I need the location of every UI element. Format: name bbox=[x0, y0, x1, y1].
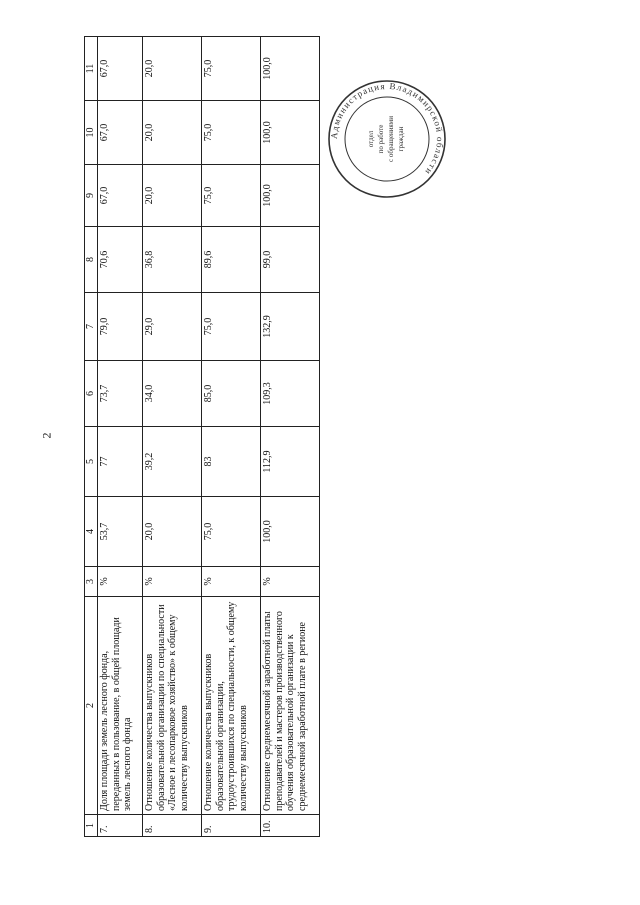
value-cell: 77 bbox=[98, 427, 143, 497]
value-cell: 132,9 bbox=[261, 293, 320, 361]
value-cell: 89,6 bbox=[202, 227, 261, 293]
indicator-description: Отношение количества выпускников образовательной организации, трудоустроившихся по специальности, к общему количеству выпускников bbox=[202, 597, 261, 815]
value-cell: 73,7 bbox=[98, 361, 143, 427]
value-cell: 79,0 bbox=[98, 293, 143, 361]
table-row bbox=[143, 37, 202, 837]
header-cell: 8 bbox=[85, 227, 98, 293]
header-row bbox=[85, 37, 98, 837]
value-cell: 109,3 bbox=[261, 361, 320, 427]
row-number: 10. bbox=[261, 815, 320, 837]
unit-cell: % bbox=[261, 567, 320, 597]
header-cell: 5 bbox=[85, 427, 98, 497]
value-cell: 67,0 bbox=[98, 37, 143, 101]
value-cell: 83 bbox=[202, 427, 261, 497]
value-cell: 112,9 bbox=[261, 427, 320, 497]
value-cell: 20,0 bbox=[143, 37, 202, 101]
row-number: 8. bbox=[143, 815, 202, 837]
unit-cell: % bbox=[98, 567, 143, 597]
header-cell: 3 bbox=[85, 567, 98, 597]
value-cell: 70,6 bbox=[98, 227, 143, 293]
value-cell: 99,0 bbox=[261, 227, 320, 293]
indicator-description: Доля площади земель лесного фонда, переданных в пользование, в общей площади земель лесного фонда bbox=[98, 597, 143, 815]
svg-text:с обращениями: с обращениями bbox=[387, 116, 395, 162]
value-cell: 75,0 bbox=[202, 37, 261, 101]
table-row bbox=[202, 37, 261, 837]
unit-cell: % bbox=[143, 567, 202, 597]
indicator-description: Отношение среднемесячной заработной платы преподавателей и мастеров производственного обучения образовательной организации к среднемесячной заработной плате в регионе bbox=[261, 597, 320, 815]
value-cell: 100,0 bbox=[261, 101, 320, 165]
header-cell: 7 bbox=[85, 293, 98, 361]
value-cell: 100,0 bbox=[261, 165, 320, 227]
value-cell: 39,2 bbox=[143, 427, 202, 497]
value-cell: 29,0 bbox=[143, 293, 202, 361]
value-cell: 36,8 bbox=[143, 227, 202, 293]
table-row bbox=[98, 37, 143, 837]
unit-cell: % bbox=[202, 567, 261, 597]
header-cell: 11 bbox=[85, 37, 98, 101]
indicators-table bbox=[84, 36, 320, 837]
value-cell: 75,0 bbox=[202, 293, 261, 361]
page-number: 2 bbox=[39, 432, 54, 439]
value-cell: 100,0 bbox=[261, 37, 320, 101]
header-cell: 10 bbox=[85, 101, 98, 165]
official-stamp bbox=[326, 78, 448, 200]
value-cell: 53,7 bbox=[98, 497, 143, 567]
value-cell: 85,0 bbox=[202, 361, 261, 427]
header-cell: 4 bbox=[85, 497, 98, 567]
value-cell: 67,0 bbox=[98, 101, 143, 165]
table-row bbox=[261, 37, 320, 837]
header-cell: 6 bbox=[85, 361, 98, 427]
value-cell: 75,0 bbox=[202, 101, 261, 165]
value-cell: 20,0 bbox=[143, 497, 202, 567]
value-cell: 75,0 bbox=[202, 497, 261, 567]
value-cell: 75,0 bbox=[202, 165, 261, 227]
header-cell: 2 bbox=[85, 597, 98, 815]
value-cell: 67,0 bbox=[98, 165, 143, 227]
value-cell: 20,0 bbox=[143, 165, 202, 227]
svg-text:отдел: отдел bbox=[367, 130, 375, 148]
indicator-description: Отношение количества выпускников образовательной организации по специальности «Лесное и лесопарковое хозяйство» к общему количеству выпускников bbox=[143, 597, 202, 815]
row-number: 7. bbox=[98, 815, 143, 837]
header-cell: 1 bbox=[85, 815, 98, 837]
rotated-table-container bbox=[84, 37, 320, 837]
value-cell: 34,0 bbox=[143, 361, 202, 427]
value-cell: 100,0 bbox=[261, 497, 320, 567]
row-number: 9. bbox=[202, 815, 261, 837]
svg-text:Администрация Владимирской обл: Администрация Владимирской области bbox=[328, 80, 446, 178]
svg-text:граждан: граждан bbox=[397, 126, 405, 152]
header-cell: 9 bbox=[85, 165, 98, 227]
svg-text:по работе: по работе bbox=[377, 124, 385, 154]
value-cell: 20,0 bbox=[143, 101, 202, 165]
